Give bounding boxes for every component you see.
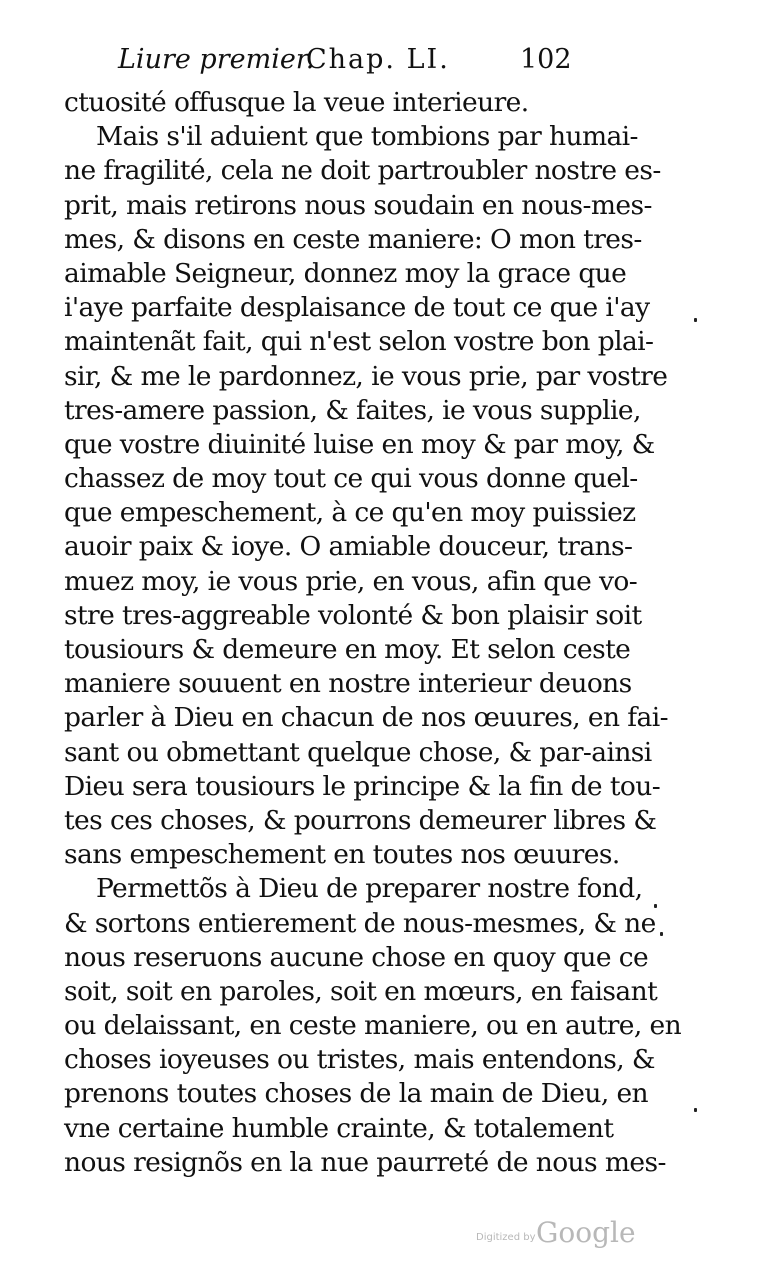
text-line: ne fragilité, cela ne doit partroubler nostre es-	[64, 155, 661, 187]
speck-mark	[660, 932, 663, 936]
text-line: tes ces choses, & pourrons demeurer libres &	[64, 804, 657, 836]
text-line: maniere souuent en nostre interieur deuons	[64, 668, 632, 700]
text-line: muez moy, ie vous prie, en vous, afin que vo-	[64, 565, 638, 597]
text-line: prit, mais retirons nous soudain en nous-mes-	[64, 189, 652, 221]
google-watermark	[476, 1216, 656, 1256]
text-line: prenons toutes choses de la main de Dieu, en	[64, 1078, 649, 1110]
text-line: soit, soit en paroles, soit en mœurs, en faisant	[64, 975, 658, 1007]
text-line: auoir paix & ioye. O amiable douceur, trans-	[64, 531, 633, 563]
header-chapter: Chap. LI.	[306, 44, 450, 75]
running-header	[118, 44, 572, 84]
speck-mark	[694, 1108, 697, 1112]
text-line: Permettõs à Dieu de preparer nostre fond,	[96, 873, 643, 905]
text-line: ou delaissant, en ceste maniere, ou en autre, en	[64, 1010, 682, 1042]
text-line: stre tres-aggreable volonté & bon plaisir soit	[64, 599, 642, 631]
text-line: tousiours & demeure en moy. Et selon ceste	[64, 634, 631, 665]
text-line: sans empeschement en toutes nos œuures.	[64, 839, 620, 871]
text-line: tres-amere passion, & faites, ie vous supplie,	[64, 394, 641, 426]
text-line: Mais s'il aduient que tombions par humai-	[96, 121, 638, 153]
text-line: ctuosité offusque la veue interieure.	[64, 87, 529, 118]
text-line: choses ioyeuses ou tristes, mais entendons, &	[64, 1044, 655, 1076]
text-line: maintenãt fait, qui n'est selon vostre bon plai-	[64, 326, 654, 358]
speck-mark	[694, 318, 697, 322]
text-line: sant ou obmettant quelque chose, & par-ainsi	[64, 736, 652, 768]
watermark-prefix: Digitized by	[476, 1232, 536, 1243]
text-line: nous reseruons aucune chose en quoy que ce	[64, 941, 649, 973]
text-line: que vostre diuinité luise en moy & par moy, &	[64, 428, 655, 460]
text-line: que empeschement, à ce qu'en moy puissiez	[64, 497, 636, 529]
text-line: mes, & disons en ceste maniere: O mon tres-	[64, 223, 642, 255]
page-number: 102	[520, 44, 572, 75]
text-line: sir, & me le pardonnez, ie vous prie, par vostre	[64, 360, 668, 392]
text-line: chassez de moy tout ce qui vous donne quel-	[64, 463, 638, 495]
text-line: Dieu sera tousiours le principe & la fin de tou-	[64, 770, 661, 802]
text-line: & sortons entierement de nous-mesmes, & ne	[64, 907, 656, 939]
header-book-title: Liure premier.	[118, 44, 315, 75]
body-text	[64, 86, 682, 1180]
text-line: nous resignõs en la nue paurreté de nous mes-	[64, 1146, 666, 1178]
text-line: vne certaine humble crainte, & totalement	[64, 1112, 614, 1144]
text-line: i'aye parfaite desplaisance de tout ce que i'ay	[64, 292, 650, 324]
text-line: parler à Dieu en chacun de nos œuures, en fai-	[64, 702, 668, 734]
google-logo: Google	[536, 1216, 636, 1249]
speck-mark	[654, 904, 657, 908]
text-line: aimable Seigneur, donnez moy la grace que	[64, 257, 627, 289]
